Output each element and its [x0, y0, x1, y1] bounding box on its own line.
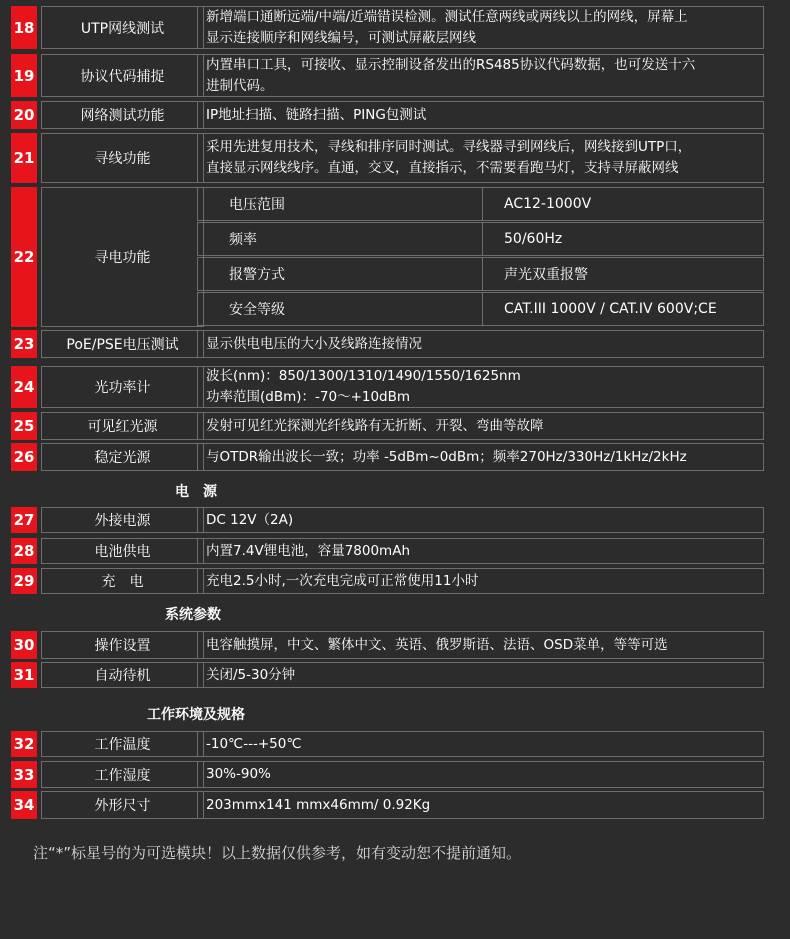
spec-row [11, 187, 764, 327]
section-heading-power: 电 源 [175, 484, 217, 500]
description-line: 内置串口工具，可接收、显示控制设备发出的RS485协议代码数据，也可发送十六 [206, 56, 696, 73]
row-number: 32 [11, 731, 37, 757]
sub-spec-key: 安全等级 [198, 293, 483, 325]
description-line: 关闭/5-30分钟 [206, 666, 296, 683]
description-line: 采用先进复用技术，寻线和排序同时测试。寻线器寻到网线后，网线接到UTP口， [206, 139, 692, 155]
description-line: 波长(nm)：850/1300/1310/1490/1550/1625nm [206, 368, 521, 384]
row-number: 18 [11, 6, 37, 49]
section-heading-system: 系统参数 [165, 607, 221, 623]
description-line: 显示供电电压的大小及线路连接情况 [206, 335, 422, 352]
description-line: -10℃---+50℃ [206, 735, 302, 752]
spec-row [11, 662, 764, 688]
feature-name: 充 电 [41, 568, 204, 594]
feature-name: 工作温度 [41, 731, 204, 757]
description-line: IP地址扫描、链路扫描、PING包测试 [206, 106, 427, 123]
feature-description [197, 731, 764, 757]
feature-description [197, 791, 764, 819]
footnote: 注“*”标星号的为可选模块！以上数据仅供参考，如有变动恕不提前通知。 [33, 844, 522, 862]
feature-name: 寻线功能 [41, 133, 204, 183]
row-number: 21 [11, 133, 37, 183]
description-line: 发射可见红光探测光纤线路有无折断、开裂、弯曲等故障 [206, 417, 544, 434]
row-number: 28 [11, 538, 37, 564]
feature-name: 工作湿度 [41, 761, 204, 788]
description-line: 功率范围(dBm)：-70～+10dBm [206, 389, 411, 405]
spec-row [11, 330, 764, 358]
feature-description [197, 54, 764, 97]
row-number: 24 [11, 366, 37, 408]
section-heading-environment: 工作环境及规格 [147, 707, 245, 723]
row-number: 25 [11, 412, 37, 440]
row-number: 31 [11, 662, 37, 688]
feature-description [197, 443, 764, 471]
spec-row [11, 507, 764, 533]
spec-row [11, 443, 764, 471]
sub-spec-row [197, 292, 764, 326]
spec-row [11, 761, 764, 788]
feature-name: 协议代码捕捉 [41, 54, 204, 97]
description-line: 充电2.5小时,一次充电完成可正常使用11小时 [206, 572, 479, 589]
feature-description [197, 568, 764, 594]
row-number: 29 [11, 568, 37, 594]
description-line: DC 12V（2A) [206, 511, 294, 528]
description-line: 直接显示网线线序。直通，交叉，直接指示，不需要看跑马灯，支持寻屏蔽网线 [206, 160, 679, 176]
description-line: 30%-90% [206, 766, 271, 782]
sub-spec-row [197, 257, 764, 291]
sub-spec-key: 频率 [198, 223, 483, 255]
feature-name: 稳定光源 [41, 443, 204, 471]
feature-name: 操作设置 [41, 631, 204, 659]
feature-description [197, 101, 764, 129]
feature-name: 外接电源 [41, 507, 204, 533]
sub-spec-key: 报警方式 [198, 258, 483, 290]
feature-name: 可见红光源 [41, 412, 204, 440]
feature-description [197, 412, 764, 440]
feature-name: 光功率计 [41, 366, 204, 408]
spec-row [11, 731, 764, 757]
feature-description [197, 631, 764, 659]
row-number: 20 [11, 101, 37, 129]
row-number: 26 [11, 443, 37, 471]
feature-name: 寻电功能 [41, 187, 204, 327]
row-number: 34 [11, 791, 37, 819]
description-line: 内置7.4V锂电池，容量7800mAh [206, 542, 411, 559]
spec-row [11, 54, 764, 97]
feature-name: 网络测试功能 [41, 101, 204, 129]
row-number: 30 [11, 631, 37, 659]
feature-name: PoE/PSE电压测试 [41, 330, 204, 358]
spec-row [11, 791, 764, 819]
feature-description [197, 538, 764, 564]
row-number: 23 [11, 330, 37, 358]
spec-row [11, 631, 764, 659]
description-line: 显示连接顺序和网线编号，可测试屏蔽层网线 [206, 29, 476, 46]
feature-description [197, 366, 764, 408]
sub-spec-key: 电压范围 [198, 188, 483, 220]
description-line: 电容触摸屏，中文、繁体中文、英语、俄罗斯语、法语、OSD菜单，等等可选 [206, 636, 668, 653]
spec-row [11, 6, 764, 49]
row-number: 33 [11, 761, 37, 788]
row-number: 22 [11, 187, 37, 327]
feature-name: 外形尺寸 [41, 791, 204, 819]
spec-row [11, 568, 764, 594]
feature-description [197, 330, 764, 358]
feature-name: UTP网线测试 [41, 6, 204, 49]
row-number: 27 [11, 507, 37, 533]
spec-row [11, 101, 764, 129]
spec-row [11, 412, 764, 440]
description-line: 与OTDR输出波长一致；功率 -5dBm~0dBm；频率270Hz/330Hz/1kHz/2kHz [206, 448, 687, 465]
feature-description [197, 507, 764, 533]
spec-row [11, 538, 764, 564]
feature-description [197, 662, 764, 688]
sub-spec-table [197, 187, 764, 327]
row-number: 19 [11, 54, 37, 97]
sub-spec-value: 声光双重报警 [504, 267, 588, 283]
spec-row [11, 133, 764, 183]
description-line: 203mmx141 mmx46mm/ 0.92Kg [206, 796, 431, 813]
sub-spec-value: CAT.III 1000V / CAT.IV 600V;CE [504, 301, 717, 317]
description-line: 新增端口通断远端/中端/近端错误检测。测试任意两线或两线以上的网线，屏幕上 [206, 8, 688, 25]
feature-description [197, 6, 764, 49]
description-line: 进制代码。 [206, 77, 274, 94]
sub-spec-value: AC12-1000V [504, 196, 592, 212]
feature-description [197, 761, 764, 788]
feature-name: 自动待机 [41, 662, 204, 688]
feature-description [197, 133, 764, 183]
feature-name: 电池供电 [41, 538, 204, 564]
sub-spec-row [197, 222, 764, 256]
sub-spec-row [197, 187, 764, 221]
sub-spec-value: 50/60Hz [504, 231, 563, 247]
spec-row [11, 366, 764, 408]
